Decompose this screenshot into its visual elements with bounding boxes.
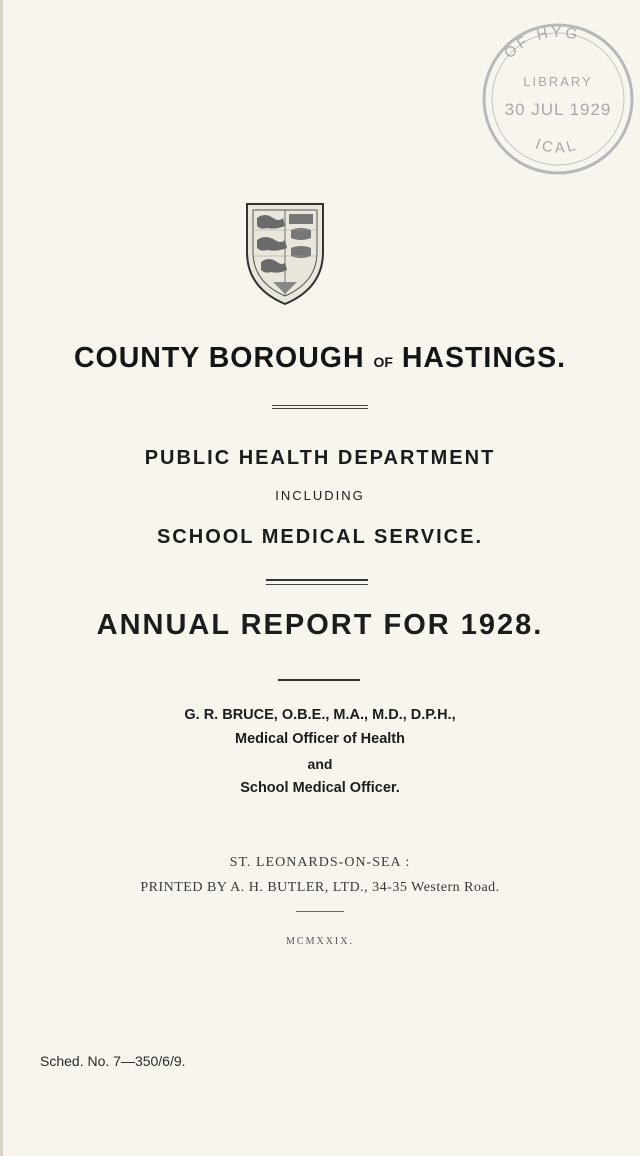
divider: [296, 911, 344, 912]
divider: [272, 405, 368, 406]
divider: [272, 408, 368, 409]
author-role-school: School Medical Officer.: [240, 780, 400, 796]
title-county-borough: COUNTY BOROUGH: [73, 342, 365, 374]
divider: [266, 579, 368, 581]
title-hastings: HASTINGS.: [401, 342, 567, 374]
school-service-heading: SCHOOL MEDICAL SERVICE.: [156, 526, 484, 548]
stamp-bottom-text: ICAL: [533, 135, 581, 157]
title-of: OF: [373, 354, 393, 370]
annual-report-heading: ANNUAL REPORT FOR 1928.: [96, 609, 544, 641]
divider: [266, 584, 368, 585]
coat-of-arms-icon: [243, 200, 327, 308]
page-edge: [0, 0, 3, 1156]
including-text: INCLUDING: [275, 488, 365, 503]
divider: [278, 679, 360, 681]
stamp-top-text: OF HYG: [500, 23, 582, 63]
imprint-printer: PRINTED BY A. H. BUTLER, LTD., 34-35 Western Road.: [140, 880, 500, 895]
author-name: G. R. BRUCE, O.B.E., M.A., M.D., D.P.H.,: [184, 707, 456, 723]
department-heading: PUBLIC HEALTH DEPARTMENT: [144, 447, 496, 469]
imprint-place: ST. LEONARDS-ON-SEA :: [229, 855, 411, 870]
stamp-library-text: LIBRARY: [523, 74, 593, 89]
stamp-date-text: 30 JUL 1929: [504, 100, 612, 119]
author-role: Medical Officer of Health: [234, 731, 405, 747]
page-title: [0, 342, 640, 375]
imprint-year: MCMXXIX.: [286, 936, 354, 947]
library-stamp: [478, 14, 638, 184]
author-and: and: [307, 756, 333, 772]
schedule-number: Sched. No. 7—350/6/9.: [40, 1053, 186, 1069]
